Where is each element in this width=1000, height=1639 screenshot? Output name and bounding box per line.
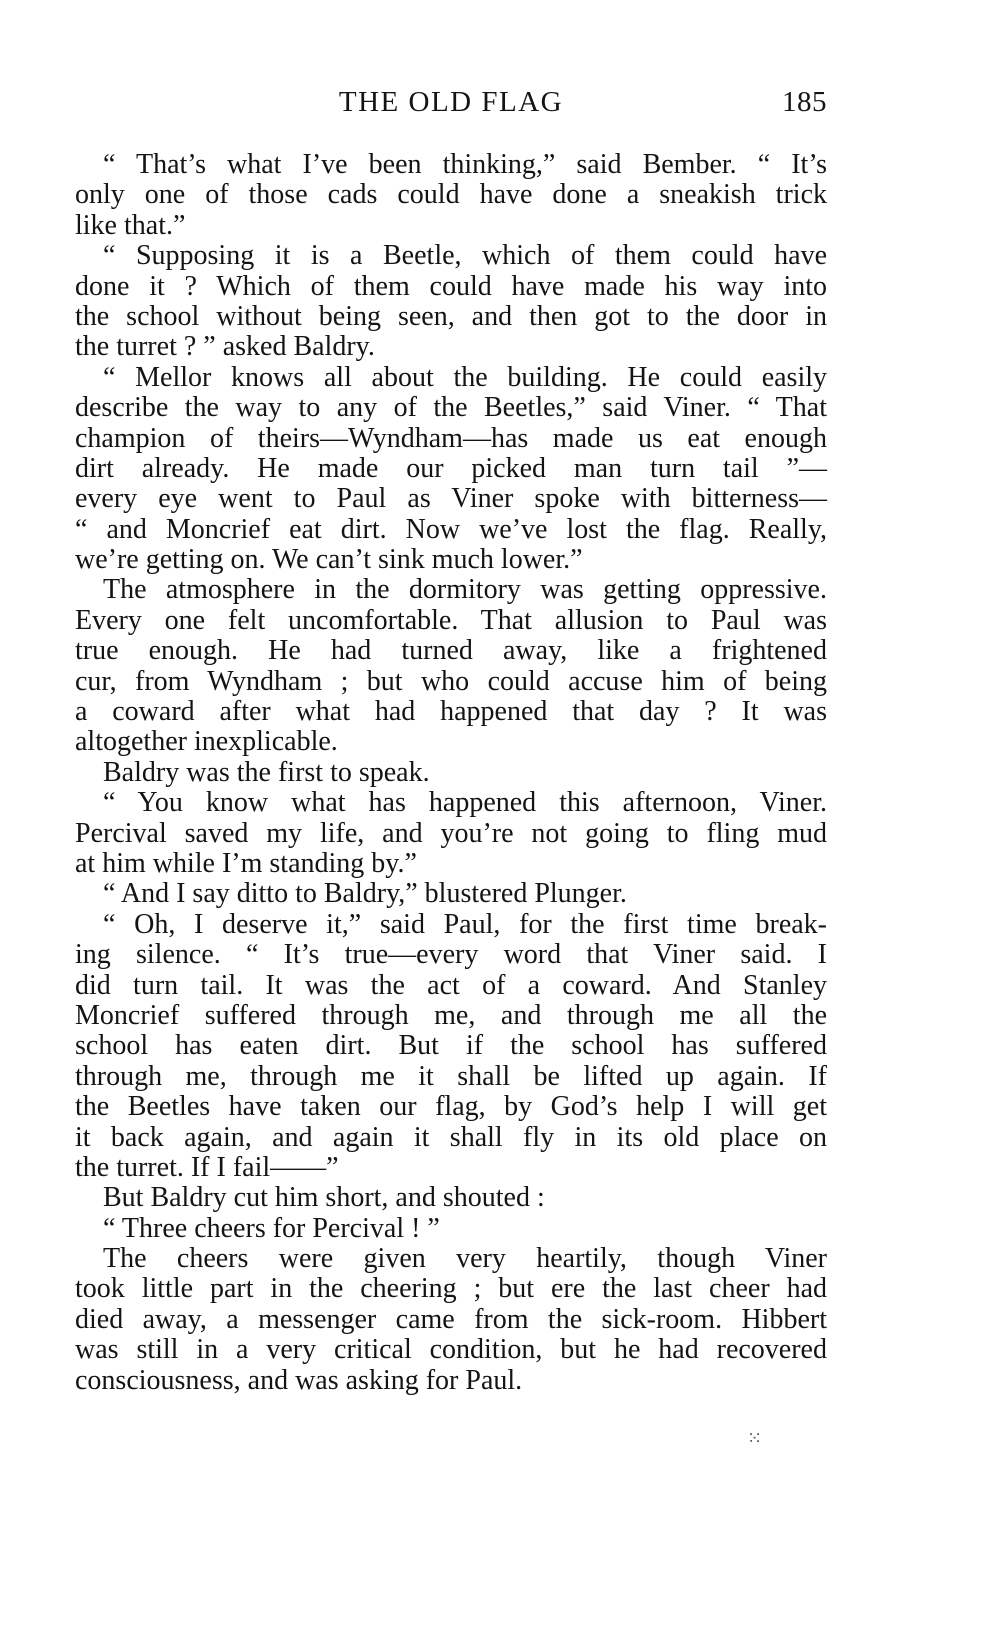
text-line: done it ? Which of them could have made his way into	[75, 270, 827, 302]
text-body	[75, 150, 827, 1396]
text-line: Baldry was the first to speak.	[103, 756, 430, 788]
text-line: only one of those cads could have done a sneakish trick	[75, 179, 827, 211]
text-line: we’re getting on. We can’t sink much lower.”	[75, 544, 583, 576]
text-line: died away, a messenger came from the sick-room. Hibbert	[75, 1303, 827, 1335]
text-line: was still in a very critical condition, but he had recovered	[75, 1334, 827, 1366]
running-head	[75, 86, 827, 126]
text-line: describe the way to any of the Beetles,” said Viner. “ That	[75, 392, 827, 424]
text-line: ing silence. “ It’s true—every word that Viner said. I	[75, 939, 827, 971]
text-line: every eye went to Paul as Viner spoke with bitterness—	[75, 483, 827, 515]
printer-mark: ⁙	[747, 1428, 763, 1449]
text-line: the school without being seen, and then got to the door in	[75, 300, 827, 332]
text-line: it back again, and again it shall fly in its old place on	[75, 1121, 827, 1153]
page-number: 185	[782, 86, 827, 118]
text-line: consciousness, and was asking for Paul.	[75, 1364, 523, 1396]
text-line: “ Oh, I deserve it,” said Paul, for the first time break-	[103, 908, 827, 940]
text-line: the Beetles have taken our flag, by God’s help I will get	[75, 1091, 827, 1123]
text-line: Percival saved my life, and you’re not going to fling mud	[75, 817, 827, 849]
text-line: the turret ? ” asked Baldry.	[75, 331, 375, 363]
text-line: “ That’s what I’ve been thinking,” said Bember. “ It’s	[103, 149, 827, 180]
text-line: dirt already. He made our picked man turn tail ”—	[75, 452, 827, 484]
text-line: “ You know what has happened this afternoon, Viner.	[103, 787, 827, 819]
text-line: “ Mellor knows all about the building. He could easily	[103, 361, 827, 393]
text-line: took little part in the cheering ; but ere the last cheer had	[75, 1273, 827, 1305]
text-line: “ Supposing it is a Beetle, which of them could have	[103, 240, 827, 272]
text-line: cur, from Wyndham ; but who could accuse him of being	[75, 665, 827, 697]
text-line: a coward after what had happened that day ? It was	[75, 696, 827, 728]
running-title: THE OLD FLAG	[338, 86, 564, 118]
text-line: “ And I say ditto to Baldry,” blustered Plunger.	[103, 878, 627, 910]
text-line: school has eaten dirt. But if the school has suffered	[75, 1030, 827, 1062]
text-line: through me, through me it shall be lifted up again. If	[75, 1060, 827, 1092]
text-line: “ Three cheers for Percival ! ”	[103, 1212, 440, 1244]
text-line: did turn tail. It was the act of a coward. And Stanley	[75, 969, 827, 1001]
text-line: Every one felt uncomfortable. That allusion to Paul was	[75, 604, 827, 636]
text-line: at him while I’m standing by.”	[75, 847, 417, 879]
text-line: But Baldry cut him short, and shouted :	[103, 1182, 545, 1214]
text-line: the turret. If I fail——”	[75, 1151, 339, 1183]
text-line: altogether inexplicable.	[75, 726, 338, 758]
text-line: champion of theirs—Wyndham—has made us eat enough	[75, 422, 827, 454]
text-line: true enough. He had turned away, like a frightened	[75, 635, 827, 667]
text-line: The cheers were given very heartily, though Viner	[103, 1243, 827, 1275]
text-line: like that.”	[75, 209, 186, 241]
text-line: Moncrief suffered through me, and through me all the	[75, 999, 827, 1031]
text-line: “ and Moncrief eat dirt. Now we’ve lost the flag. Really,	[75, 513, 827, 545]
text-line: The atmosphere in the dormitory was getting oppressive.	[103, 574, 827, 606]
